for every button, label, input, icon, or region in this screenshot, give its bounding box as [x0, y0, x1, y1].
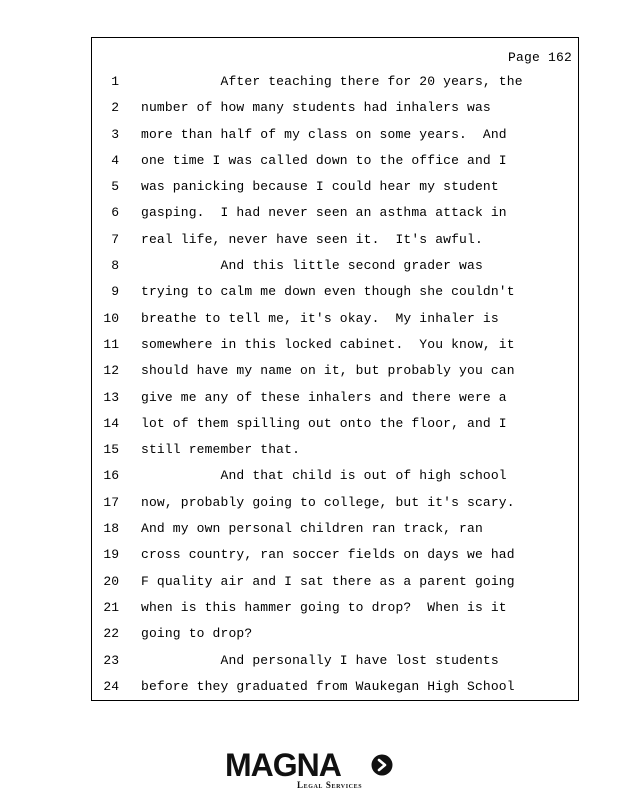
transcript-line	[92, 258, 578, 284]
line-number: 7	[111, 231, 119, 247]
line-number: 12	[103, 363, 119, 379]
line-number: 20	[103, 573, 119, 589]
chevron-right-circle-icon	[371, 754, 393, 776]
line-text: trying to calm me down even though she couldn't	[141, 284, 515, 300]
line-number: 11	[103, 336, 119, 352]
line-number: 18	[103, 521, 119, 537]
line-number: 3	[111, 126, 119, 142]
transcript-line	[92, 653, 578, 679]
line-number: 2	[111, 100, 119, 116]
line-number: 21	[103, 599, 119, 615]
line-number: 24	[103, 678, 119, 694]
line-number: 15	[103, 442, 119, 458]
transcript-line	[92, 153, 578, 179]
transcript-lines	[92, 74, 578, 705]
transcript-line	[92, 363, 578, 389]
transcript-line	[92, 390, 578, 416]
transcript-line	[92, 232, 578, 258]
line-text: was panicking because I could hear my student	[141, 179, 499, 195]
transcript-line	[92, 495, 578, 521]
line-text: F quality air and I sat there as a parent going	[141, 573, 515, 589]
line-text: give me any of these inhalers and there were a	[141, 389, 507, 405]
line-number: 6	[111, 205, 119, 221]
transcript-line	[92, 100, 578, 126]
line-number: 17	[103, 494, 119, 510]
transcript-line	[92, 600, 578, 626]
line-text: now, probably going to college, but it's scary.	[141, 494, 515, 510]
transcript-line	[92, 337, 578, 363]
line-text: And personally I have lost students	[141, 652, 499, 668]
line-number: 8	[111, 258, 119, 274]
line-text: somewhere in this locked cabinet. You know, it	[141, 336, 515, 352]
line-number: 10	[103, 310, 119, 326]
transcript-line	[92, 442, 578, 468]
magna-logo	[225, 748, 395, 793]
line-text: real life, never have seen it. It's awful.	[141, 231, 483, 247]
line-text: cross country, ran soccer fields on days we had	[141, 547, 515, 563]
line-text: more than half of my class on some years. And	[141, 126, 507, 142]
transcript-line	[92, 468, 578, 494]
logo-wordmark: MAGNA	[225, 747, 341, 783]
line-text: lot of them spilling out onto the floor, and I	[141, 415, 507, 431]
line-number: 19	[103, 547, 119, 563]
line-number: 22	[103, 626, 119, 642]
line-text: And my own personal children ran track, ran	[141, 521, 483, 537]
transcript-line	[92, 205, 578, 231]
line-text: when is this hammer going to drop? When is it	[141, 599, 507, 615]
transcript-line	[92, 74, 578, 100]
transcript-line	[92, 574, 578, 600]
transcript-line	[92, 547, 578, 573]
line-text: before they graduated from Waukegan High School	[141, 678, 515, 694]
line-number: 13	[103, 389, 119, 405]
line-number: 4	[111, 152, 119, 168]
line-text: number of how many students had inhalers was	[141, 100, 491, 116]
line-text: And this little second grader was	[141, 258, 483, 274]
line-text: one time I was called down to the office and I	[141, 152, 507, 168]
line-text: And that child is out of high school	[141, 468, 507, 484]
line-text: After teaching there for 20 years, the	[141, 74, 523, 89]
transcript-line	[92, 521, 578, 547]
line-text: still remember that.	[141, 442, 301, 458]
line-text: should have my name on it, but probably you can	[141, 363, 515, 379]
line-number: 1	[111, 74, 119, 89]
line-number: 16	[103, 468, 119, 484]
line-number: 5	[111, 179, 119, 195]
transcript-line	[92, 626, 578, 652]
transcript-line	[92, 127, 578, 153]
line-text: going to drop?	[141, 626, 253, 642]
line-number: 23	[103, 652, 119, 668]
page-number: Page 162	[507, 50, 572, 65]
transcript-line	[92, 311, 578, 337]
transcript-line	[92, 284, 578, 310]
transcript-line	[92, 416, 578, 442]
transcript-line	[92, 179, 578, 205]
logo-subtitle: Legal Services	[297, 780, 363, 790]
line-number: 14	[103, 415, 119, 431]
line-text: gasping. I had never seen an asthma attack in	[141, 205, 507, 221]
transcript-line	[92, 679, 578, 705]
transcript-page	[91, 37, 579, 701]
line-text: breathe to tell me, it's okay. My inhaler is	[141, 310, 499, 326]
line-number: 9	[111, 284, 119, 300]
